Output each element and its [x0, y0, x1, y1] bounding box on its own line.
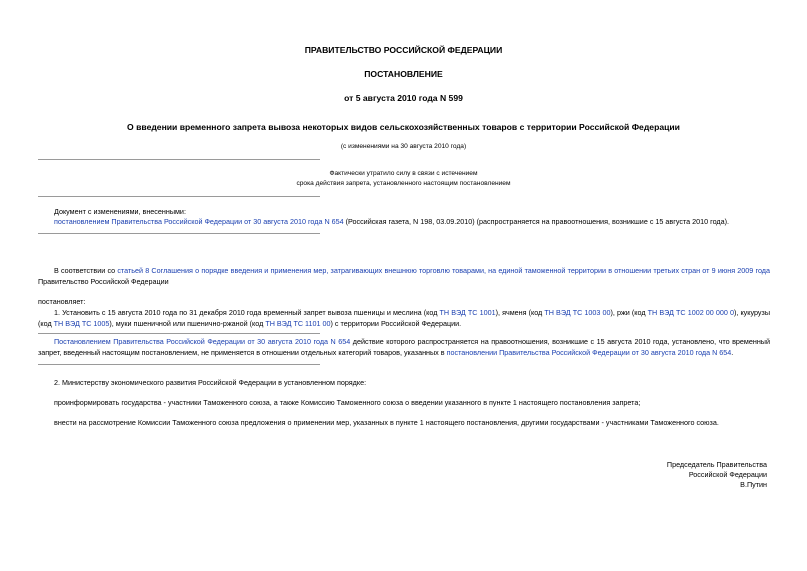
authority-heading: ПРАВИТЕЛЬСТВО РОССИЙСКОЙ ФЕДЕРАЦИИ: [304, 45, 503, 55]
note-paragraph: [38, 337, 770, 358]
signature-position: Председатель Правительства: [666, 460, 767, 469]
signature-block: [667, 460, 767, 490]
preamble-link[interactable]: статьей 8 Соглашения о порядке введения и применения мер, затрагивающих внешнюю торговлю товарами, на единой таможенной территории в отношении третьих стран от 9 июня 2009 года: [117, 266, 770, 275]
divider: [38, 196, 320, 197]
item-1-paragraph: [38, 308, 770, 329]
signature-organization: Российской Федерации: [688, 470, 767, 479]
code-link[interactable]: ТН ВЭД ТС 1003 00: [544, 308, 611, 317]
item-2b-text: внести на рассмотрение Комиссии Таможенного союза предложения о применении мер, указанных в пункте 1 настоящего постановления, другими государствами - участниками Таможенного союза.: [54, 418, 719, 427]
divider: [38, 233, 320, 234]
item-1-text: ) с территории Российской Федерации.: [330, 318, 462, 328]
status-line-2: срока действия запрета, установленного настоящим постановлением: [296, 180, 511, 187]
document-title: О введении временного запрета вывоза некоторых видов сельскохозяйственных товаров с территории Российской Федерации: [127, 122, 680, 132]
changes-rest: (Российская газета, N 198, 03.09.2010) (распространяется на правоотношения, возникшие с 15 августа 2010 года).: [343, 217, 730, 226]
code-link[interactable]: ТН ВЭД ТС 1005: [53, 318, 110, 328]
code-link[interactable]: ТН ВЭД ТС 1002 00 000 0: [647, 308, 734, 317]
status-line-1: Фактически утратило силу в связи с истечением: [329, 170, 478, 177]
item-1-text: ), ржи (код: [610, 308, 648, 317]
signature-name: В.Путин: [740, 480, 767, 489]
divider: [38, 333, 320, 334]
date-number-heading: от 5 августа 2010 года N 599: [344, 93, 463, 103]
changes-link[interactable]: постановлением Правительства Российской Федерации от 30 августа 2010 года N 654: [54, 217, 344, 226]
amendments-note: (с изменениями на 30 августа 2010 года): [340, 143, 467, 150]
doc-type-heading: ПОСТАНОВЛЕНИЕ: [364, 69, 443, 79]
preamble-tail: Правительство Российской Федерации: [38, 276, 169, 286]
divider: [38, 159, 320, 160]
preamble-paragraph: [38, 266, 770, 287]
note-link-1[interactable]: Постановлением Правительства Российской Федерации от 30 августа 2010 года N 654: [54, 337, 351, 346]
changes-line: [54, 217, 729, 227]
item-1-text: 1. Установить с 15 августа 2010 года по 31 декабря 2010 года временный запрет вывоза пшеницы и меслина (код: [54, 308, 440, 317]
resolves-text: постановляет:: [38, 297, 86, 306]
item-2-text: 2. Министерству экономического развития Российской Федерации в установленном порядке:: [54, 378, 367, 387]
item-1-text: ), муки пшеничной или пшенично-ржаной (код: [109, 318, 266, 328]
item-1-text: ), кукурузы (код: [38, 308, 770, 328]
code-link[interactable]: ТН ВЭД ТС 1101 00: [265, 318, 331, 328]
code-link[interactable]: ТН ВЭД ТС 1001: [439, 308, 496, 317]
changes-label: Документ с изменениями, внесенными:: [54, 207, 186, 216]
divider: [38, 364, 320, 365]
item-1-text: ), ячменя (код: [495, 308, 545, 317]
note-end: .: [731, 347, 734, 357]
note-text: действие которого распространяется на правоотношения, возникшие с 15 августа 2010 года, установлено, что временный запрет, введенный настоящим постановлением, не применяется в отношении отдельных категорий товаров, указанных в: [38, 337, 770, 357]
note-link-2[interactable]: постановлении Правительства Российской Федерации от 30 августа 2010 года N 654: [446, 347, 732, 357]
item-2a-text: проинформировать государства - участники Таможенного союза, а также Комиссию Таможенного союза о введении указанного в пункте 1 настоящего постановления запрета;: [54, 398, 641, 407]
preamble-lead: В соответствии со: [54, 266, 118, 275]
